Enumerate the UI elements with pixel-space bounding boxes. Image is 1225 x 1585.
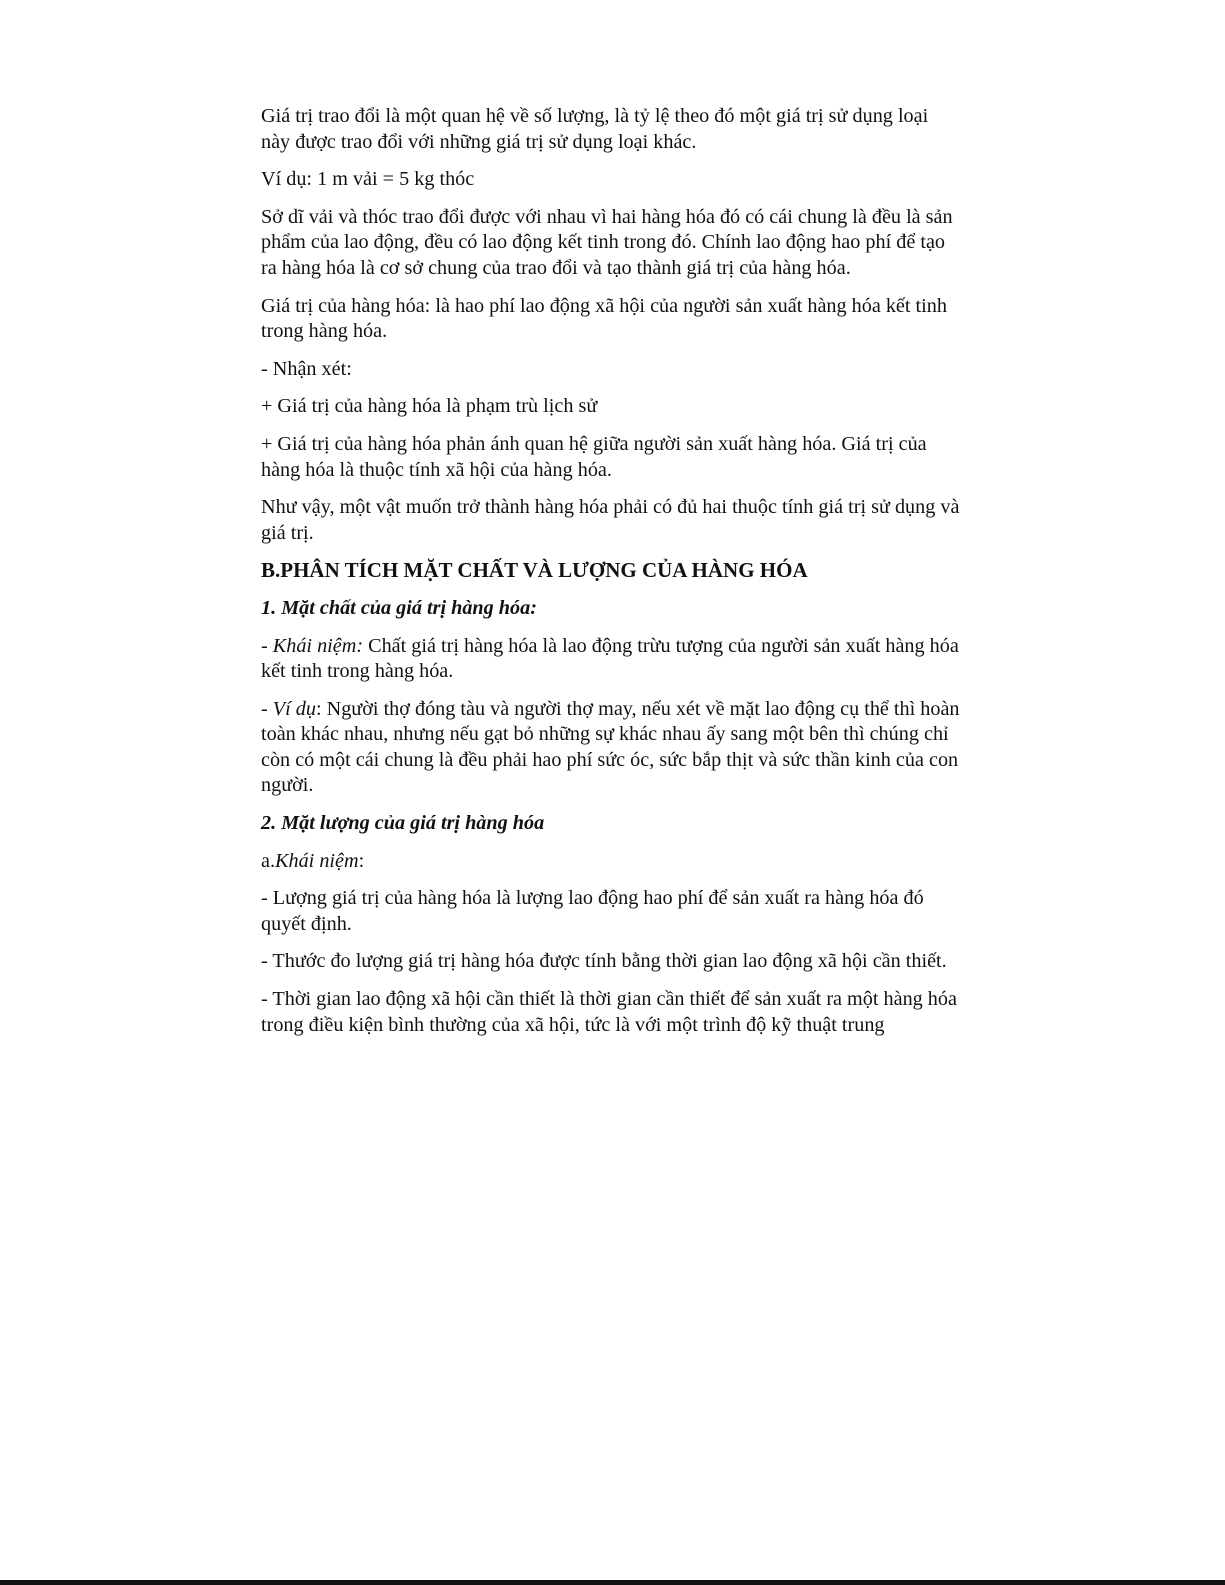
paragraph-quantity-time: - Thời gian lao động xã hội cần thiết là thời gian cần thiết để sản xuất ra một hàng hóa trong điều kiện bình thường của xã hội, tức là với một trình độ kỹ thuật trung bbox=[261, 988, 957, 1036]
colon: : bbox=[358, 849, 365, 872]
paragraph-exchange-value: Giá trị trao đổi là một quan hệ về số lượng, là tỷ lệ theo đó một giá trị sử dụng loại này được trao đổi với những giá trị sử dụng loại khác. bbox=[261, 105, 929, 153]
example-text: : Người thợ đóng tàu và người thợ may, nếu xét về mặt lao động cụ thể thì hoàn toàn khác nhau, nhưng nếu gạt bỏ những sự khác nhau ấy sang một bên thì chúng chỉ còn có một cái chung là đều phải hao phí sức óc, sức bắp thịt và sức thần kinh của con người. bbox=[261, 697, 960, 797]
paragraph-quantity-measure: - Thước đo lượng giá trị hàng hóa được tính bằng thời gian lao động xã hội cần thiết. bbox=[261, 950, 947, 973]
paragraph-example: Ví dụ: 1 m vải = 5 kg thóc bbox=[261, 168, 475, 191]
concept-label: Khái niệm: bbox=[272, 634, 364, 657]
paragraph-quantity-amount: - Lượng giá trị của hàng hóa là lượng lao động hao phí để sản xuất ra hàng hóa đó quyết định. bbox=[261, 887, 924, 935]
document-body bbox=[261, 104, 961, 1050]
paragraph-remarks-label: - Nhận xét: bbox=[261, 357, 352, 380]
list-prefix: a. bbox=[261, 849, 276, 872]
concept-label: Khái niệm bbox=[275, 849, 359, 872]
page-bottom-border bbox=[0, 1580, 1225, 1585]
paragraph-quality-example bbox=[261, 697, 961, 799]
paragraph-conclusion: Như vậy, một vật muốn trở thành hàng hóa phải có đủ hai thuộc tính giá trị sử dụng và giá trị. bbox=[261, 496, 960, 544]
example-label: Ví dụ bbox=[272, 697, 316, 720]
paragraph-remark-1: + Giá trị của hàng hóa là phạm trù lịch sử bbox=[261, 395, 598, 418]
dash-prefix: - bbox=[261, 697, 273, 720]
paragraph-quantity-concept-label bbox=[261, 849, 961, 875]
dash-prefix: - bbox=[261, 634, 273, 657]
concept-text: Chất giá trị hàng hóa là lao động trừu tượng của người sản xuất hàng hóa kết tinh trong hàng hóa. bbox=[261, 634, 959, 683]
paragraph-value-definition: Giá trị của hàng hóa: là hao phí lao động xã hội của người sản xuất hàng hóa kết tinh trong hàng hóa. bbox=[261, 294, 947, 343]
paragraph-quality-concept bbox=[261, 634, 961, 685]
subheading-quantity: 2. Mặt lượng của giá trị hàng hóa bbox=[261, 812, 545, 835]
section-heading-b: B.PHÂN TÍCH MẶT CHẤT VÀ LƯỢNG CỦA HÀNG HÓA bbox=[261, 558, 808, 583]
paragraph-explanation: Sở dĩ vải và thóc trao đổi được với nhau vì hai hàng hóa đó có cái chung là đều là sản phẩm của lao động, đều có lao động kết tinh trong đó. Chính lao động hao phí để tạo ra hàng hóa là cơ sở chung của trao đổi và tạo thành giá trị của hàng hóa. bbox=[261, 205, 953, 279]
subheading-quality: 1. Mặt chất của giá trị hàng hóa: bbox=[261, 596, 537, 619]
paragraph-remark-2: + Giá trị của hàng hóa phản ánh quan hệ giữa người sản xuất hàng hóa. Giá trị của hàng hóa là thuộc tính xã hội của hàng hóa. bbox=[261, 432, 927, 481]
